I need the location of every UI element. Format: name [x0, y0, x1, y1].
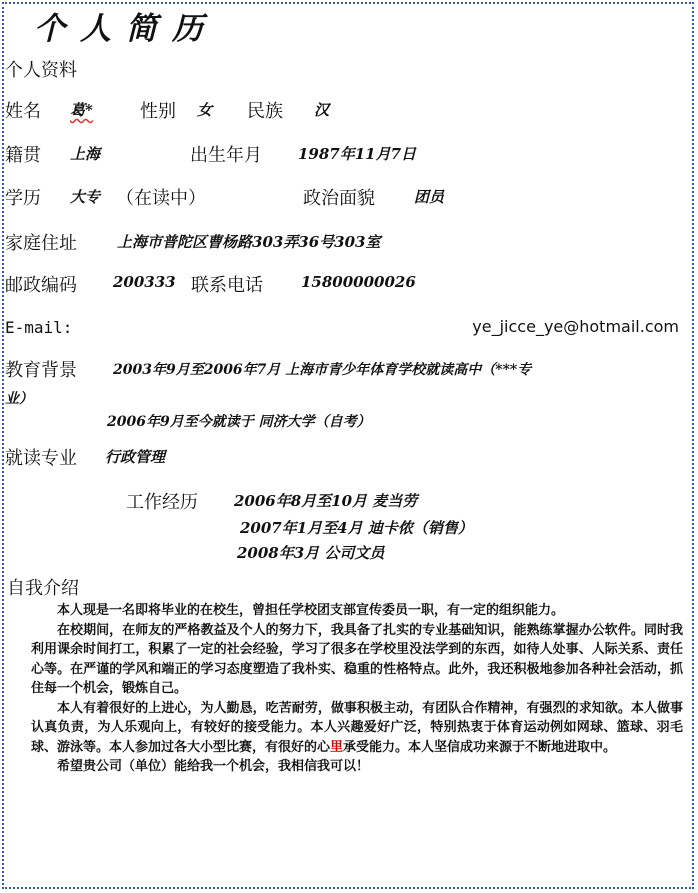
intro-paragraph-1: 本人现是一名即将毕业的在校生，曾担任学校团支部宣传委员一职，有一定的组织能力。	[57, 603, 565, 618]
political-value: 团员	[414, 188, 445, 206]
education-value: 大专	[70, 188, 101, 206]
gender-label: 性别	[140, 101, 176, 122]
section-personal-info: 个人资料	[5, 60, 77, 81]
resume-title: 个人简历	[34, 11, 218, 47]
phone-value: 15800000026	[301, 273, 416, 291]
work-line1: 2006年8月至10月 麦当劳	[234, 492, 418, 510]
ethnicity-label: 民族	[247, 101, 283, 122]
edu-background-label: 教育背景	[5, 360, 77, 381]
birth-label: 出生年月	[190, 145, 262, 166]
intro-p3-red-char: 里	[330, 739, 344, 755]
intro-text	[31, 601, 683, 777]
work-line3: 2008年3月 公司文员	[237, 544, 385, 562]
postcode-value: 200333	[113, 273, 176, 291]
intro-paragraph-3	[31, 699, 683, 758]
origin-value: 上海	[70, 145, 101, 163]
intro-paragraph-2: 在校期间，在师友的严格教益及个人的努力下，我具备了扎实的专业基础知识，能熟练掌握办公软件。同时我利用课余时间打工，积累了一定的社会经验，学习了很多在学校里没法学到的东西，如待人处事、人际关系、责任心等。在严谨的学风和端正的学习态度塑造了我朴实、稳重的性格特点。此外，我还积极地参加各种社会活动，抓住每一个机会，锻炼自己。	[31, 622, 683, 696]
major-value: 行政管理	[105, 448, 166, 466]
email-label: E-mail:	[5, 318, 73, 337]
postcode-label: 邮政编码	[5, 275, 77, 296]
work-line2: 2007年1月至4月 迪卡侬（销售）	[240, 519, 473, 537]
intro-paragraph-4: 希望贵公司（单位）能给我一个机会，我相信我可以！	[57, 759, 370, 774]
email-value: ye_jicce_ye@hotmail.com	[472, 317, 679, 336]
birth-value: 1987年11月7日	[298, 145, 417, 163]
political-label: 政治面貌	[303, 188, 375, 209]
edu-background-line1b: 业）	[5, 391, 33, 407]
edu-background-line1: 2003年9月至2006年7月 上海市青少年体育学校就读高中（***专	[113, 362, 532, 378]
origin-label: 籍贯	[5, 145, 41, 166]
name-value: 葛*	[70, 101, 93, 119]
intro-p3-part2: 承受能力。本人坚信成功来源于不断地进取中。	[343, 739, 617, 755]
gender-value: 女	[197, 101, 213, 119]
name-label: 姓名	[5, 101, 41, 122]
major-label: 就读专业	[5, 448, 77, 469]
ethnicity-value: 汉	[314, 101, 330, 119]
edu-background-line2: 2006年9月至今就读于 同济大学（自考）	[107, 414, 371, 430]
education-note: （在读中）	[116, 188, 206, 209]
address-value: 上海市普陀区曹杨路303弄36号303室	[117, 233, 381, 251]
address-label: 家庭住址	[5, 233, 77, 254]
intro-label: 自我介绍	[7, 578, 79, 599]
phone-label: 联系电话	[191, 275, 263, 296]
work-label: 工作经历	[126, 492, 198, 513]
intro-p3-part1: 本人有着很好的上进心，为人勤恳，吃苦耐劳，做事积极主动，有团队合作精神，有强烈的求知欲。本人做事认真负责，为人乐观向上，有较好的接受能力。本人兴趣爱好广泛，特别热衷于体育运动例如网球、篮球、羽毛球、游泳等。本人参加过各大小型比赛，有很好的心	[31, 700, 683, 755]
education-label: 学历	[5, 188, 41, 209]
